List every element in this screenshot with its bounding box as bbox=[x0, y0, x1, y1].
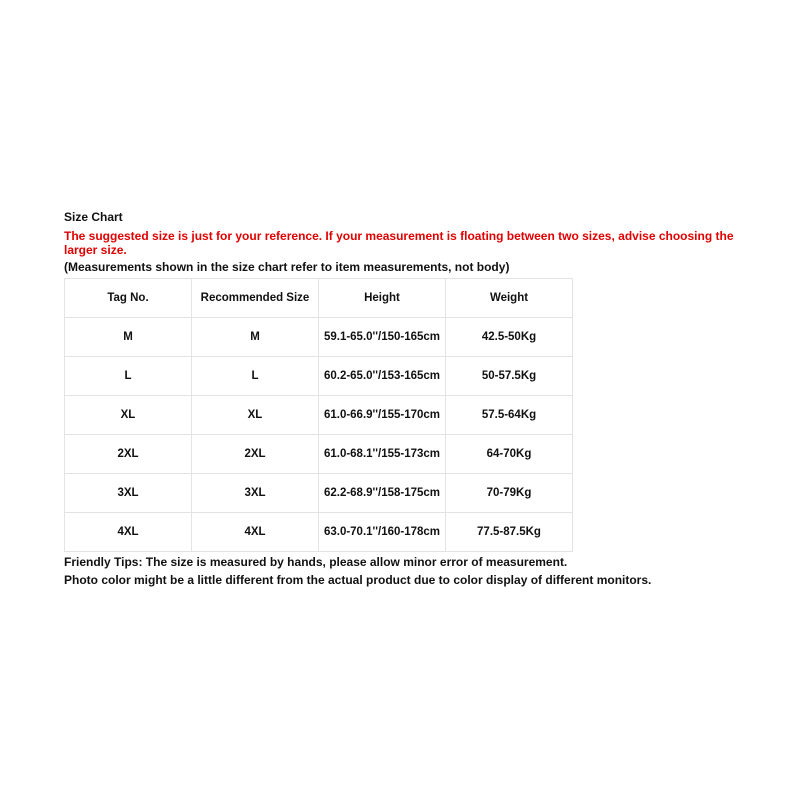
cell-recommended-size: XL bbox=[192, 396, 319, 435]
table-row bbox=[65, 318, 573, 357]
table-row bbox=[65, 357, 573, 396]
photo-color-tip: Photo color might be a little different from the actual product due to color display of different monitors. bbox=[64, 573, 652, 587]
table-row bbox=[65, 474, 573, 513]
cell-height: 63.0-70.1''/160-178cm bbox=[319, 513, 446, 552]
cell-tag-no: L bbox=[65, 357, 192, 396]
header-weight: Weight bbox=[446, 279, 573, 318]
cell-height: 61.0-66.9''/155-170cm bbox=[319, 396, 446, 435]
cell-weight: 57.5-64Kg bbox=[446, 396, 573, 435]
header-tag-no: Tag No. bbox=[65, 279, 192, 318]
cell-tag-no: M bbox=[65, 318, 192, 357]
header-height: Height bbox=[319, 279, 446, 318]
cell-weight: 42.5-50Kg bbox=[446, 318, 573, 357]
header-recommended-size: Recommended Size bbox=[192, 279, 319, 318]
size-chart-document bbox=[64, 210, 744, 589]
measurement-note: (Measurements shown in the size chart refer to item measurements, not body) bbox=[64, 260, 510, 274]
cell-height: 60.2-65.0''/153-165cm bbox=[319, 357, 446, 396]
cell-recommended-size: M bbox=[192, 318, 319, 357]
cell-height: 61.0-68.1''/155-173cm bbox=[319, 435, 446, 474]
cell-weight: 77.5-87.5Kg bbox=[446, 513, 573, 552]
size-table bbox=[64, 278, 573, 552]
size-chart-title: Size Chart bbox=[64, 210, 123, 224]
table-header-row bbox=[65, 279, 573, 318]
cell-height: 62.2-68.9''/158-175cm bbox=[319, 474, 446, 513]
friendly-tip: Friendly Tips: The size is measured by hands, please allow minor error of measurement. bbox=[64, 555, 568, 569]
cell-weight: 50-57.5Kg bbox=[446, 357, 573, 396]
cell-recommended-size: 3XL bbox=[192, 474, 319, 513]
cell-recommended-size: 2XL bbox=[192, 435, 319, 474]
table-row bbox=[65, 435, 573, 474]
table-row bbox=[65, 396, 573, 435]
cell-tag-no: 2XL bbox=[65, 435, 192, 474]
cell-tag-no: 4XL bbox=[65, 513, 192, 552]
cell-height: 59.1-65.0''/150-165cm bbox=[319, 318, 446, 357]
cell-recommended-size: 4XL bbox=[192, 513, 319, 552]
cell-weight: 64-70Kg bbox=[446, 435, 573, 474]
cell-tag-no: 3XL bbox=[65, 474, 192, 513]
table-row bbox=[65, 513, 573, 552]
cell-weight: 70-79Kg bbox=[446, 474, 573, 513]
cell-tag-no: XL bbox=[65, 396, 192, 435]
cell-recommended-size: L bbox=[192, 357, 319, 396]
size-warning-text: The suggested size is just for your reference. If your measurement is floating between two sizes, advise choosing the larger size. bbox=[64, 229, 734, 257]
